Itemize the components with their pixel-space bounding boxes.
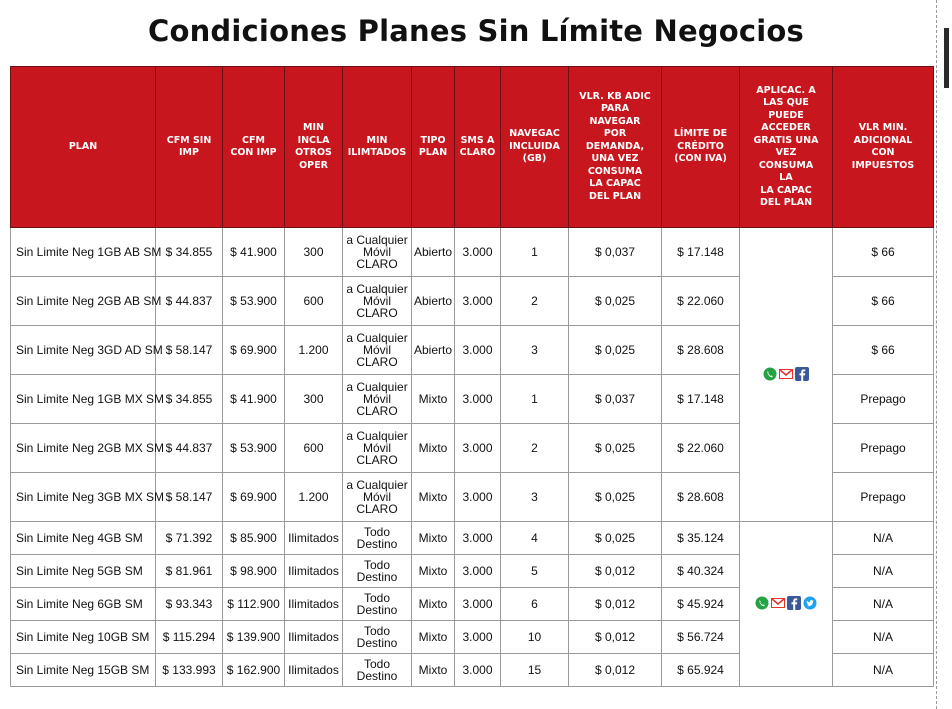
cfm-sin-imp-cell: $ 71.392 <box>156 522 223 555</box>
cfm-con-imp-cell: $ 69.900 <box>223 326 285 375</box>
cfm-con-imp-cell: $ 41.900 <box>223 228 285 277</box>
min-otros-cell: Ilimitados <box>285 654 343 687</box>
facebook-icon <box>787 596 801 610</box>
min-otros-cell: Ilimitados <box>285 522 343 555</box>
navegac-cell: 2 <box>501 277 569 326</box>
min-otros-cell: 600 <box>285 424 343 473</box>
plan-cell: Sin Limite Neg 3GD AD SM <box>11 326 156 375</box>
plan-cell: Sin Limite Neg 2GB AB SM <box>11 277 156 326</box>
cfm-sin-imp-cell: $ 34.855 <box>156 375 223 424</box>
header-min-ilimitados: MIN ILIMTADOS <box>343 67 412 228</box>
limite-credito-cell: $ 56.724 <box>662 621 740 654</box>
cfm-sin-imp-cell: $ 115.294 <box>156 621 223 654</box>
min-ilimitados-cell: a Cualquier Móvil CLARO <box>343 473 412 522</box>
min-otros-cell: Ilimitados <box>285 588 343 621</box>
page-edge <box>936 0 952 709</box>
cfm-con-imp-cell: $ 69.900 <box>223 473 285 522</box>
vlr-min-cell: $ 66 <box>833 228 934 277</box>
apps-cell <box>740 228 833 522</box>
navegac-cell: 10 <box>501 621 569 654</box>
limite-credito-cell: $ 35.124 <box>662 522 740 555</box>
min-ilimitados-cell: Todo Destino <box>343 522 412 555</box>
vlr-kb-cell: $ 0,037 <box>569 228 662 277</box>
navegac-cell: 6 <box>501 588 569 621</box>
navegac-cell: 2 <box>501 424 569 473</box>
tipo-plan-cell: Abierto <box>412 277 455 326</box>
limite-credito-cell: $ 17.148 <box>662 375 740 424</box>
min-otros-cell: 300 <box>285 375 343 424</box>
min-ilimitados-cell: Todo Destino <box>343 555 412 588</box>
sms-cell: 3.000 <box>455 588 501 621</box>
limite-credito-cell: $ 28.608 <box>662 473 740 522</box>
sms-cell: 3.000 <box>455 326 501 375</box>
min-otros-cell: 1.200 <box>285 473 343 522</box>
header-aplicaciones: APLICAC. A LAS QUE PUEDE ACCEDER GRATIS UNA VEZ CONSUMA LA LA CAPAC DEL PLAN <box>740 67 833 228</box>
vlr-kb-cell: $ 0,025 <box>569 277 662 326</box>
tipo-plan-cell: Abierto <box>412 326 455 375</box>
vlr-min-cell: N/A <box>833 555 934 588</box>
cfm-sin-imp-cell: $ 44.837 <box>156 277 223 326</box>
limite-credito-cell: $ 65.924 <box>662 654 740 687</box>
table-header-row <box>11 67 934 228</box>
vlr-kb-cell: $ 0,012 <box>569 588 662 621</box>
min-ilimitados-cell: a Cualquier Móvil CLARO <box>343 277 412 326</box>
vlr-kb-cell: $ 0,025 <box>569 326 662 375</box>
table-row <box>11 228 934 277</box>
cfm-con-imp-cell: $ 139.900 <box>223 621 285 654</box>
cfm-sin-imp-cell: $ 93.343 <box>156 588 223 621</box>
min-otros-cell: 600 <box>285 277 343 326</box>
min-ilimitados-cell: a Cualquier Móvil CLARO <box>343 326 412 375</box>
tipo-plan-cell: Abierto <box>412 228 455 277</box>
min-ilimitados-cell: Todo Destino <box>343 654 412 687</box>
tipo-plan-cell: Mixto <box>412 424 455 473</box>
email-icon <box>779 367 793 381</box>
cfm-sin-imp-cell: $ 44.837 <box>156 424 223 473</box>
vlr-min-cell: N/A <box>833 621 934 654</box>
vlr-kb-cell: $ 0,012 <box>569 654 662 687</box>
navegac-cell: 5 <box>501 555 569 588</box>
vlr-kb-cell: $ 0,037 <box>569 375 662 424</box>
cfm-con-imp-cell: $ 85.900 <box>223 522 285 555</box>
vlr-kb-cell: $ 0,025 <box>569 473 662 522</box>
vlr-kb-cell: $ 0,012 <box>569 621 662 654</box>
cfm-con-imp-cell: $ 53.900 <box>223 277 285 326</box>
vlr-kb-cell: $ 0,012 <box>569 555 662 588</box>
navegac-cell: 15 <box>501 654 569 687</box>
cfm-sin-imp-cell: $ 34.855 <box>156 228 223 277</box>
header-cfm-sin-imp: CFM SIN IMP <box>156 67 223 228</box>
sms-cell: 3.000 <box>455 473 501 522</box>
min-ilimitados-cell: Todo Destino <box>343 588 412 621</box>
header-vlr-min: VLR MIN. ADICIONAL CON IMPUESTOS <box>833 67 934 228</box>
vlr-min-cell: Prepago <box>833 375 934 424</box>
navegac-cell: 4 <box>501 522 569 555</box>
cfm-sin-imp-cell: $ 58.147 <box>156 473 223 522</box>
cfm-con-imp-cell: $ 162.900 <box>223 654 285 687</box>
plan-cell: Sin Limite Neg 3GB MX SM <box>11 473 156 522</box>
vlr-min-cell: Prepago <box>833 424 934 473</box>
plan-cell: Sin Limite Neg 5GB SM <box>11 555 156 588</box>
min-otros-cell: 1.200 <box>285 326 343 375</box>
cfm-sin-imp-cell: $ 133.993 <box>156 654 223 687</box>
plan-cell: Sin Limite Neg 1GB MX SM <box>11 375 156 424</box>
plan-cell: Sin Limite Neg 10GB SM <box>11 621 156 654</box>
header-limite-credito: LÍMITE DE CRÉDITO (CON IVA) <box>662 67 740 228</box>
min-otros-cell: Ilimitados <box>285 621 343 654</box>
tipo-plan-cell: Mixto <box>412 621 455 654</box>
sms-cell: 3.000 <box>455 654 501 687</box>
free-apps-group <box>763 367 809 381</box>
cfm-con-imp-cell: $ 53.900 <box>223 424 285 473</box>
vlr-min-cell: $ 66 <box>833 326 934 375</box>
min-ilimitados-cell: a Cualquier Móvil CLARO <box>343 424 412 473</box>
navegac-cell: 1 <box>501 375 569 424</box>
cfm-sin-imp-cell: $ 58.147 <box>156 326 223 375</box>
email-icon <box>771 596 785 610</box>
cfm-sin-imp-cell: $ 81.961 <box>156 555 223 588</box>
navegac-cell: 3 <box>501 326 569 375</box>
tipo-plan-cell: Mixto <box>412 588 455 621</box>
sms-cell: 3.000 <box>455 375 501 424</box>
plan-cell: Sin Limite Neg 15GB SM <box>11 654 156 687</box>
limite-credito-cell: $ 45.924 <box>662 588 740 621</box>
min-ilimitados-cell: a Cualquier Móvil CLARO <box>343 375 412 424</box>
navegac-cell: 1 <box>501 228 569 277</box>
tipo-plan-cell: Mixto <box>412 473 455 522</box>
table-row <box>11 522 934 555</box>
vlr-min-cell: N/A <box>833 522 934 555</box>
cfm-con-imp-cell: $ 112.900 <box>223 588 285 621</box>
free-apps-group <box>755 596 817 610</box>
plan-cell: Sin Limite Neg 4GB SM <box>11 522 156 555</box>
vlr-min-cell: N/A <box>833 654 934 687</box>
vlr-kb-cell: $ 0,025 <box>569 522 662 555</box>
whatsapp-icon <box>755 596 769 610</box>
cfm-con-imp-cell: $ 98.900 <box>223 555 285 588</box>
apps-cell <box>740 522 833 687</box>
sms-cell: 3.000 <box>455 621 501 654</box>
tipo-plan-cell: Mixto <box>412 375 455 424</box>
sms-cell: 3.000 <box>455 228 501 277</box>
min-otros-cell: 300 <box>285 228 343 277</box>
header-vlr-kb: VLR. KB ADIC PARA NAVEGAR POR DEMANDA, UNA VEZ CONSUMA LA CAPAC DEL PLAN <box>569 67 662 228</box>
tipo-plan-cell: Mixto <box>412 555 455 588</box>
plans-table <box>10 66 934 687</box>
twitter-icon <box>803 596 817 610</box>
vlr-min-cell: Prepago <box>833 473 934 522</box>
min-ilimitados-cell: Todo Destino <box>343 621 412 654</box>
min-ilimitados-cell: a Cualquier Móvil CLARO <box>343 228 412 277</box>
sms-cell: 3.000 <box>455 424 501 473</box>
scroll-indicator <box>944 28 949 88</box>
page-title: Condiciones Planes Sin Límite Negocios <box>147 14 805 48</box>
vlr-min-cell: N/A <box>833 588 934 621</box>
limite-credito-cell: $ 22.060 <box>662 424 740 473</box>
limite-credito-cell: $ 17.148 <box>662 228 740 277</box>
header-min-otros: MIN INCLA OTROS OPER <box>285 67 343 228</box>
limite-credito-cell: $ 28.608 <box>662 326 740 375</box>
whatsapp-icon <box>763 367 777 381</box>
limite-credito-cell: $ 40.324 <box>662 555 740 588</box>
header-sms: SMS A CLARO <box>455 67 501 228</box>
vlr-kb-cell: $ 0,025 <box>569 424 662 473</box>
header-plan: PLAN <box>11 67 156 228</box>
vlr-min-cell: $ 66 <box>833 277 934 326</box>
facebook-icon <box>795 367 809 381</box>
plan-cell: Sin Limite Neg 2GB MX SM <box>11 424 156 473</box>
header-cfm-con-imp: CFM CON IMP <box>223 67 285 228</box>
cfm-con-imp-cell: $ 41.900 <box>223 375 285 424</box>
tipo-plan-cell: Mixto <box>412 522 455 555</box>
navegac-cell: 3 <box>501 473 569 522</box>
plan-cell: Sin Limite Neg 6GB SM <box>11 588 156 621</box>
sms-cell: 3.000 <box>455 277 501 326</box>
min-otros-cell: Ilimitados <box>285 555 343 588</box>
plan-cell: Sin Limite Neg 1GB AB SM <box>11 228 156 277</box>
header-tipo-plan: TIPO PLAN <box>412 67 455 228</box>
limite-credito-cell: $ 22.060 <box>662 277 740 326</box>
tipo-plan-cell: Mixto <box>412 654 455 687</box>
sms-cell: 3.000 <box>455 522 501 555</box>
header-navegac: NAVEGAC INCLUIDA (GB) <box>501 67 569 228</box>
sms-cell: 3.000 <box>455 555 501 588</box>
